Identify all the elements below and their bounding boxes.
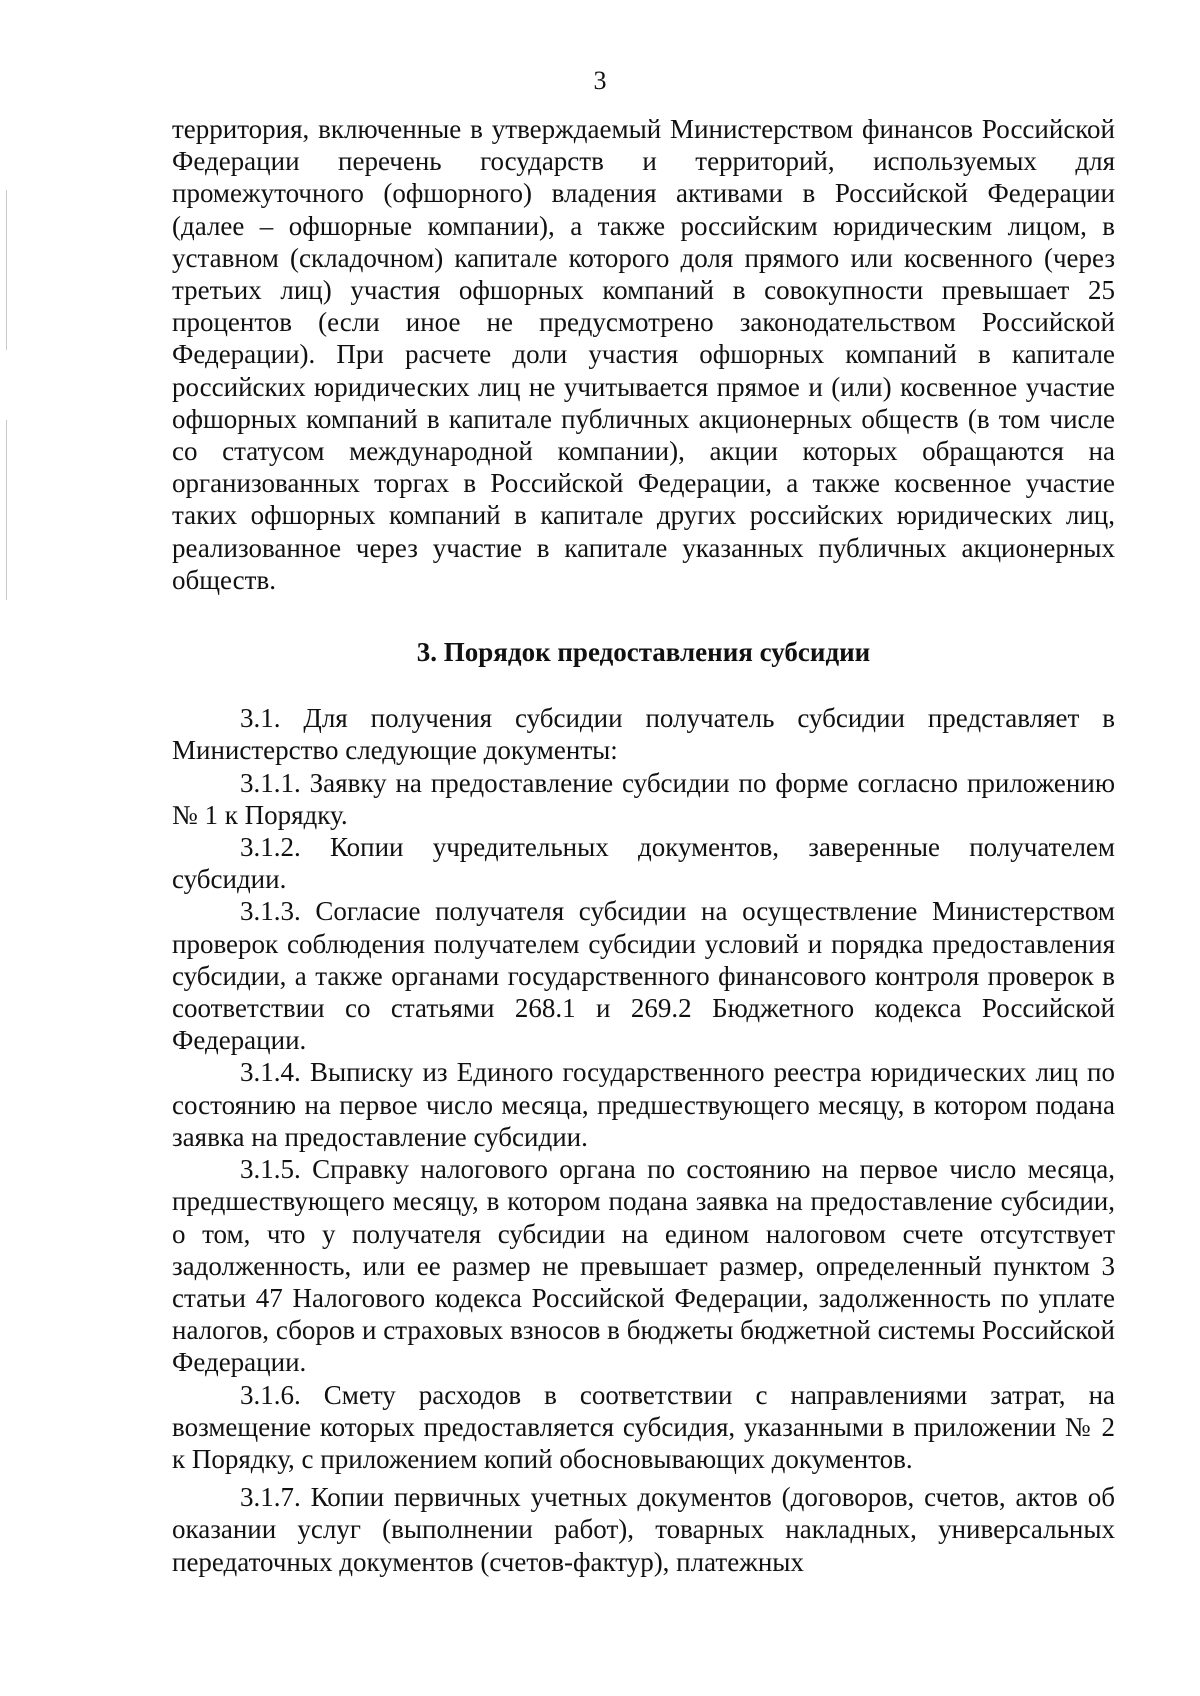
intro-paragraph: территория, включенные в утверждаемый Министерством финансов Российской Федерации перечень государств и территорий, используемых для промежуточного (офшорного) владения активами в Российской Федерации (далее – офшорные компании), а также российским юридическим лицом, в уставном (складочном) капитале которого доля прямого или косвенного (через третьих лиц) участия офшорных компаний в совокупности превышает 25 процентов (если иное не предусмотрено законодательством Российской Федерации). При расчете доли участия офшорных компаний в капитале российских юридических лиц не учитывается прямое и (или) косвенное участие офшорных компаний в капитале публичных акционерных обществ (в том числе со статусом международной компании), акции которых обращаются на организованных торгах в Российской Федерации, а также косвенное участие таких офшорных компаний в капитале других российских юридических лиц, реализованное через участие в капитале указанных публичных акционерных обществ.	[172, 114, 1115, 595]
scan-edge-mark	[6, 420, 7, 600]
paragraph-3-1-2: 3.1.2. Копии учредительных документов, заверенные получателем субсидии.	[172, 832, 1115, 895]
page-number: 3	[593, 66, 607, 95]
paragraph-3-1-6: 3.1.6. Смету расходов в соответствии с направлениями затрат, на возмещение которых предоставляется субсидия, указанными в приложении № 2 к Порядку, с приложением копий обосновывающих документов.	[172, 1379, 1115, 1474]
section-title: 3. Порядок предоставления субсидии	[416, 637, 871, 668]
scan-edge-mark	[6, 190, 7, 350]
document-body	[172, 113, 1115, 1578]
paragraph-3-1-1: 3.1.1. Заявку на предоставление субсидии по форме согласно приложению № 1 к Порядку.	[172, 767, 1115, 830]
paragraph-3-1-5: 3.1.5. Справку налогового органа по состоянию на первое число месяца, предшествующего месяцу, в котором подана заявка на предоставление субсидии, о том, что у получателя субсидии на едином налоговом счете отсутствует задолженность, или ее размер не превышает размер, определенный пунктом 3 статьи 47 Налогового кодекса Российской Федерации, задолженность по уплате налогов, сборов и страховых взносов в бюджеты бюджетной системы Российской Федерации.	[172, 1154, 1115, 1378]
paragraph-3-1-3: 3.1.3. Согласие получателя субсидии на осуществление Министерством проверок соблюдения получателем субсидии условий и порядка предоставления субсидии, а также органами государственного финансового контроля проверок в соответствии со статьями 268.1 и 269.2 Бюджетного кодекса Российской Федерации.	[172, 896, 1115, 1056]
paragraph-3-1-4: 3.1.4. Выписку из Единого государственного реестра юридических лиц по состоянию на первое число месяца, предшествующего месяцу, в котором подана заявка на предоставление субсидии.	[172, 1057, 1115, 1152]
paragraph-3-1: 3.1. Для получения субсидии получатель субсидии представляет в Министерство следующие документы:	[172, 703, 1115, 766]
paragraph-3-1-7: 3.1.7. Копии первичных учетных документов (договоров, счетов, актов об оказании услуг (выполнении работ), товарных накладных, универсальных передаточных документов (счетов-фактур), платежных	[172, 1482, 1115, 1577]
